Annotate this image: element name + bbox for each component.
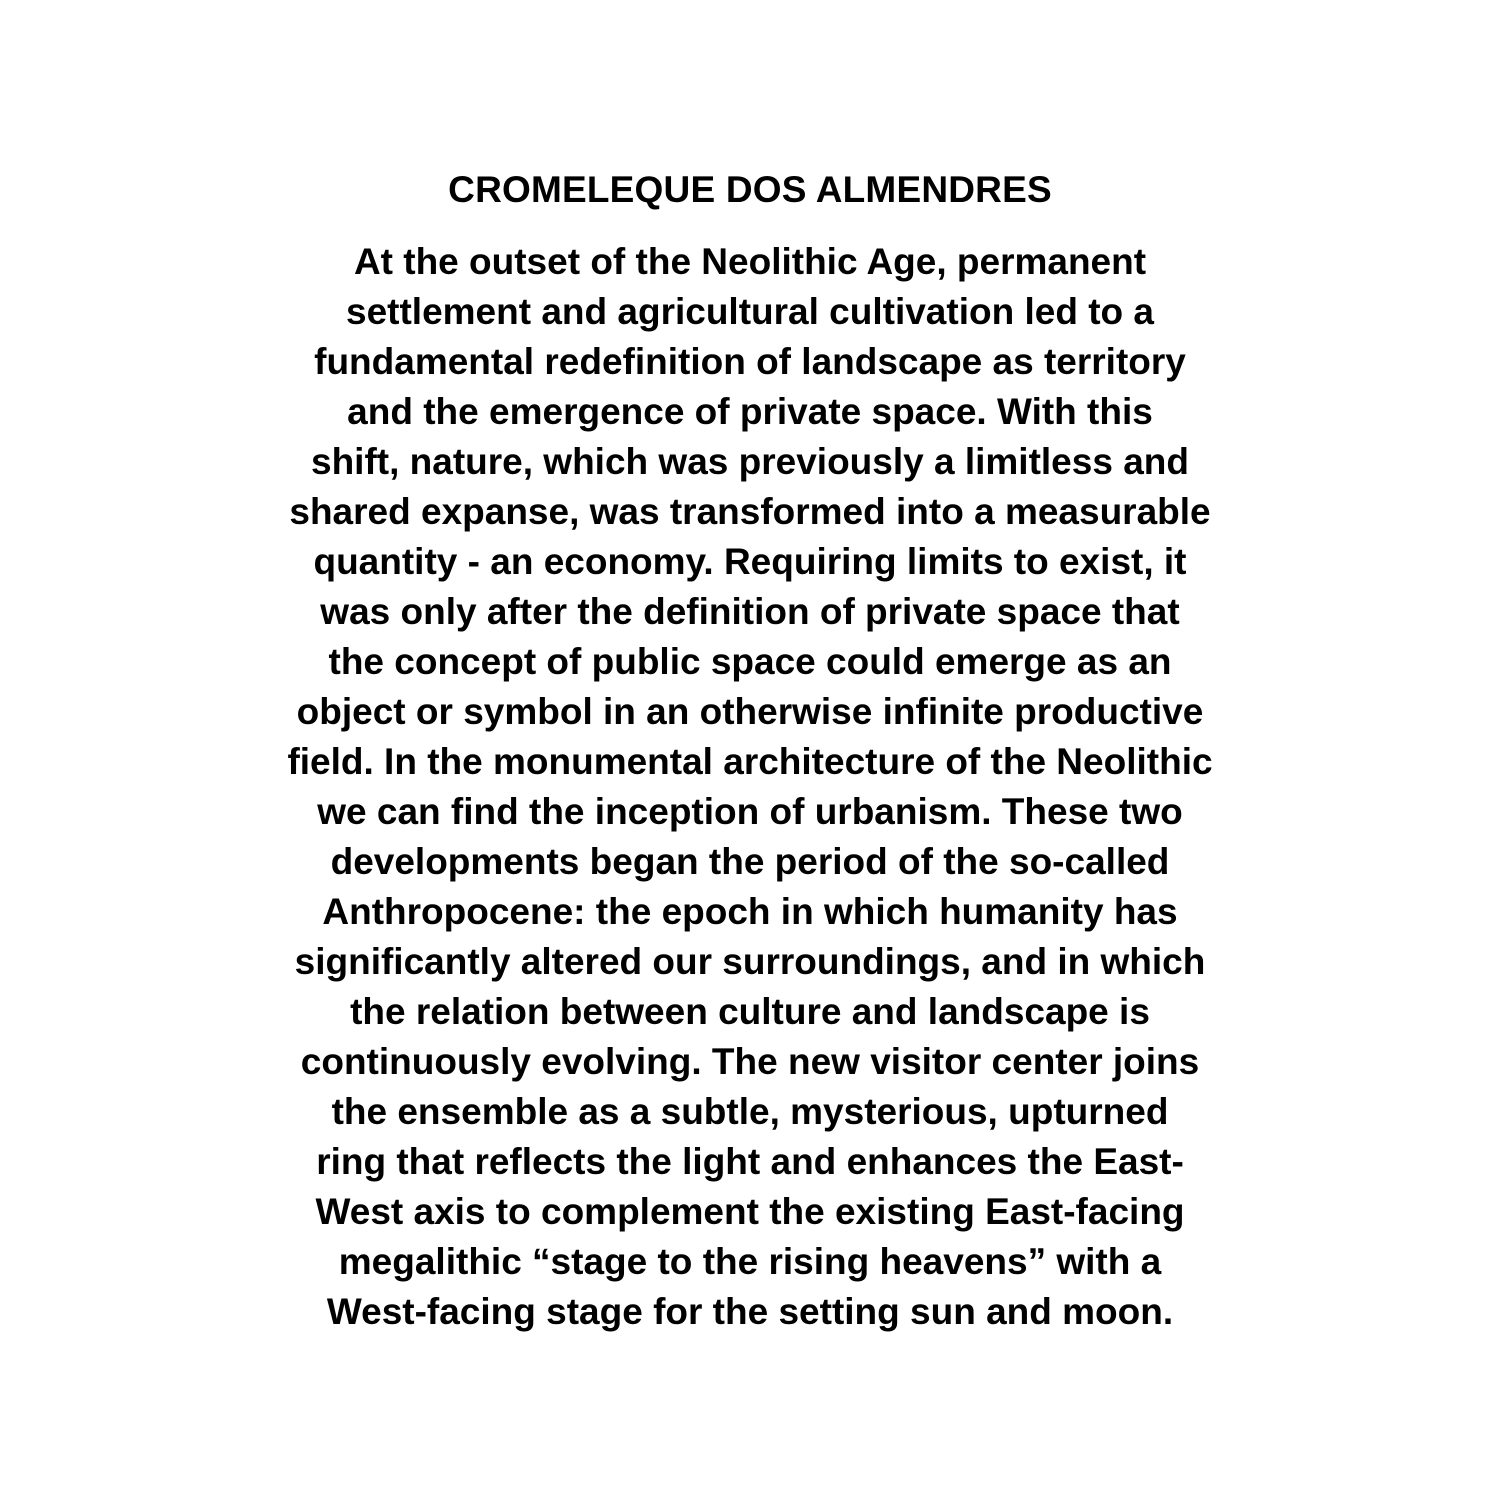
paragraph-line: was only after the definition of private space that (320, 591, 1180, 632)
paragraph-line: shared expanse, was transformed into a measurable (289, 491, 1211, 532)
paragraph-line: we can find the inception of urbanism. These two (317, 791, 1183, 832)
paragraph-line: settlement and agricultural cultivation led to a (346, 291, 1154, 332)
document-title: CROMELEQUE DOS ALMENDRES (448, 169, 1052, 210)
paragraph-line: megalithic “stage to the rising heavens” with a (338, 1241, 1162, 1282)
paragraph-line: ring that reflects the light and enhances the East- (316, 1141, 1184, 1182)
paragraph-line: object or symbol in an otherwise infinite productive (296, 691, 1204, 732)
paragraph-line: quantity - an economy. Requiring limits to exist, it (313, 541, 1187, 582)
paragraph-line: shift, nature, which was previously a limitless and (311, 441, 1189, 482)
paragraph-line: significantly altered our surroundings, and in which (294, 941, 1206, 982)
paragraph-line: fundamental redefinition of landscape as territory (314, 341, 1186, 382)
paragraph-line: and the emergence of private space. With this (347, 391, 1153, 432)
paragraph-line: the concept of public space could emerge as an (328, 641, 1172, 682)
paragraph-line: continuously evolving. The new visitor center joins (300, 1041, 1200, 1082)
paragraph-line: the ensemble as a subtle, mysterious, upturned (331, 1091, 1169, 1132)
paragraph-line: At the outset of the Neolithic Age, permanent (353, 241, 1147, 282)
paragraph-line: West axis to complement the existing East-facing (315, 1191, 1185, 1232)
document-paragraph (0, 237, 1500, 1337)
paragraph-line: developments began the period of the so-called (330, 841, 1170, 882)
paragraph-line: field. In the monumental architecture of the Neolithic (287, 741, 1213, 782)
paragraph-line: West-facing stage for the setting sun and moon. (326, 1291, 1174, 1332)
paragraph-line: the relation between culture and landscape is (350, 991, 1150, 1032)
paragraph-line: Anthropocene: the epoch in which humanity has (322, 891, 1178, 932)
